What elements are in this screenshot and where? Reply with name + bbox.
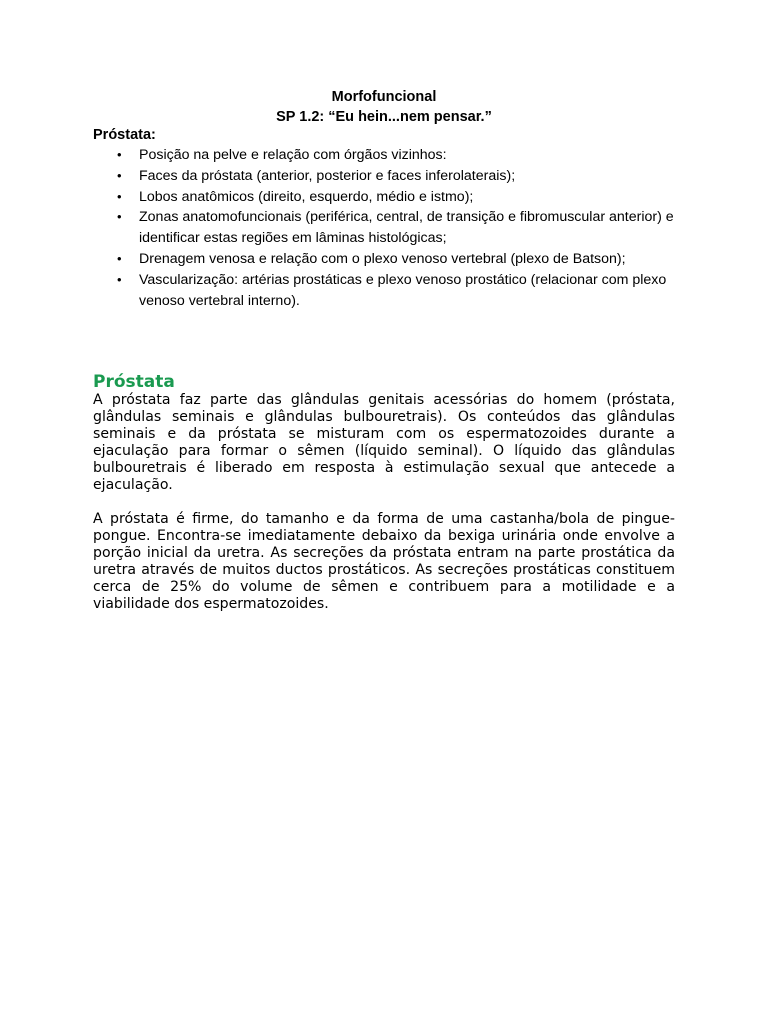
bullet-icon: • [117,167,122,183]
bullet-icon: • [117,250,122,266]
list-item [93,145,675,166]
list-item [93,270,675,312]
objectives-heading: Próstata: [93,127,156,143]
document-title: Morfofuncional [331,89,437,105]
bullet-icon: • [117,147,122,162]
document-header [93,87,675,127]
list-item [93,249,675,270]
list-item [93,166,675,187]
list-item-text: Drenagem venosa e relação com o plexo venoso vertebral (plexo de Batson); [139,250,626,267]
list-item [93,207,675,249]
bullet-icon: • [117,271,122,287]
list-item-text: Zonas anatomofuncionais (periférica, central, de transição e fibromuscular anterior) e identificar estas regiões em lâminas histológicas; [139,209,674,247]
list-item-text: Lobos anatômicos (direito, esquerdo, médio e istmo); [139,188,474,205]
objectives-list [93,145,675,311]
document-subtitle: SP 1.2: “Eu hein...nem pensar.” [276,109,492,125]
list-item-text: Vascularização: artérias prostáticas e plexo venoso prostático (relacionar com plexo venoso vertebral interno). [139,271,667,309]
list-item-text: Faces da próstata (anterior, posterior e faces inferolaterais); [139,167,516,184]
list-item [93,187,675,208]
bullet-icon: • [117,188,122,204]
bullet-icon: • [117,209,122,225]
list-item-text: Posição na pelve e relação com órgãos vizinhos: [139,147,447,163]
body-paragraph: A próstata faz parte das glândulas genitais acessórias do homem (próstata, glândulas seminais e glândulas bulbouretrais). Os conteúdos das glândulas seminais e da próstata se misturam com os espermatozoides durante a ejaculação para formar o sêmen (líquido seminal). O líquido das glândulas bulbouretrais é liberado em resposta à estimulação sexual que antecede a ejaculação. [93,392,675,493]
section-title: Próstata [93,372,175,392]
body-paragraph: A próstata é firme, do tamanho e da forma de uma castanha/bola de pingue-pongue. Encontra-se imediatamente debaixo da bexiga urinária onde envolve a porção inicial da uretra. As secreções da próstata entram na parte prostática da uretra através de muitos ductos prostáticos. As secreções prostáticas constituem cerca de 25% do volume de sêmen e contribuem para a motilidade e a viabilidade dos espermatozoides. [93,511,675,612]
